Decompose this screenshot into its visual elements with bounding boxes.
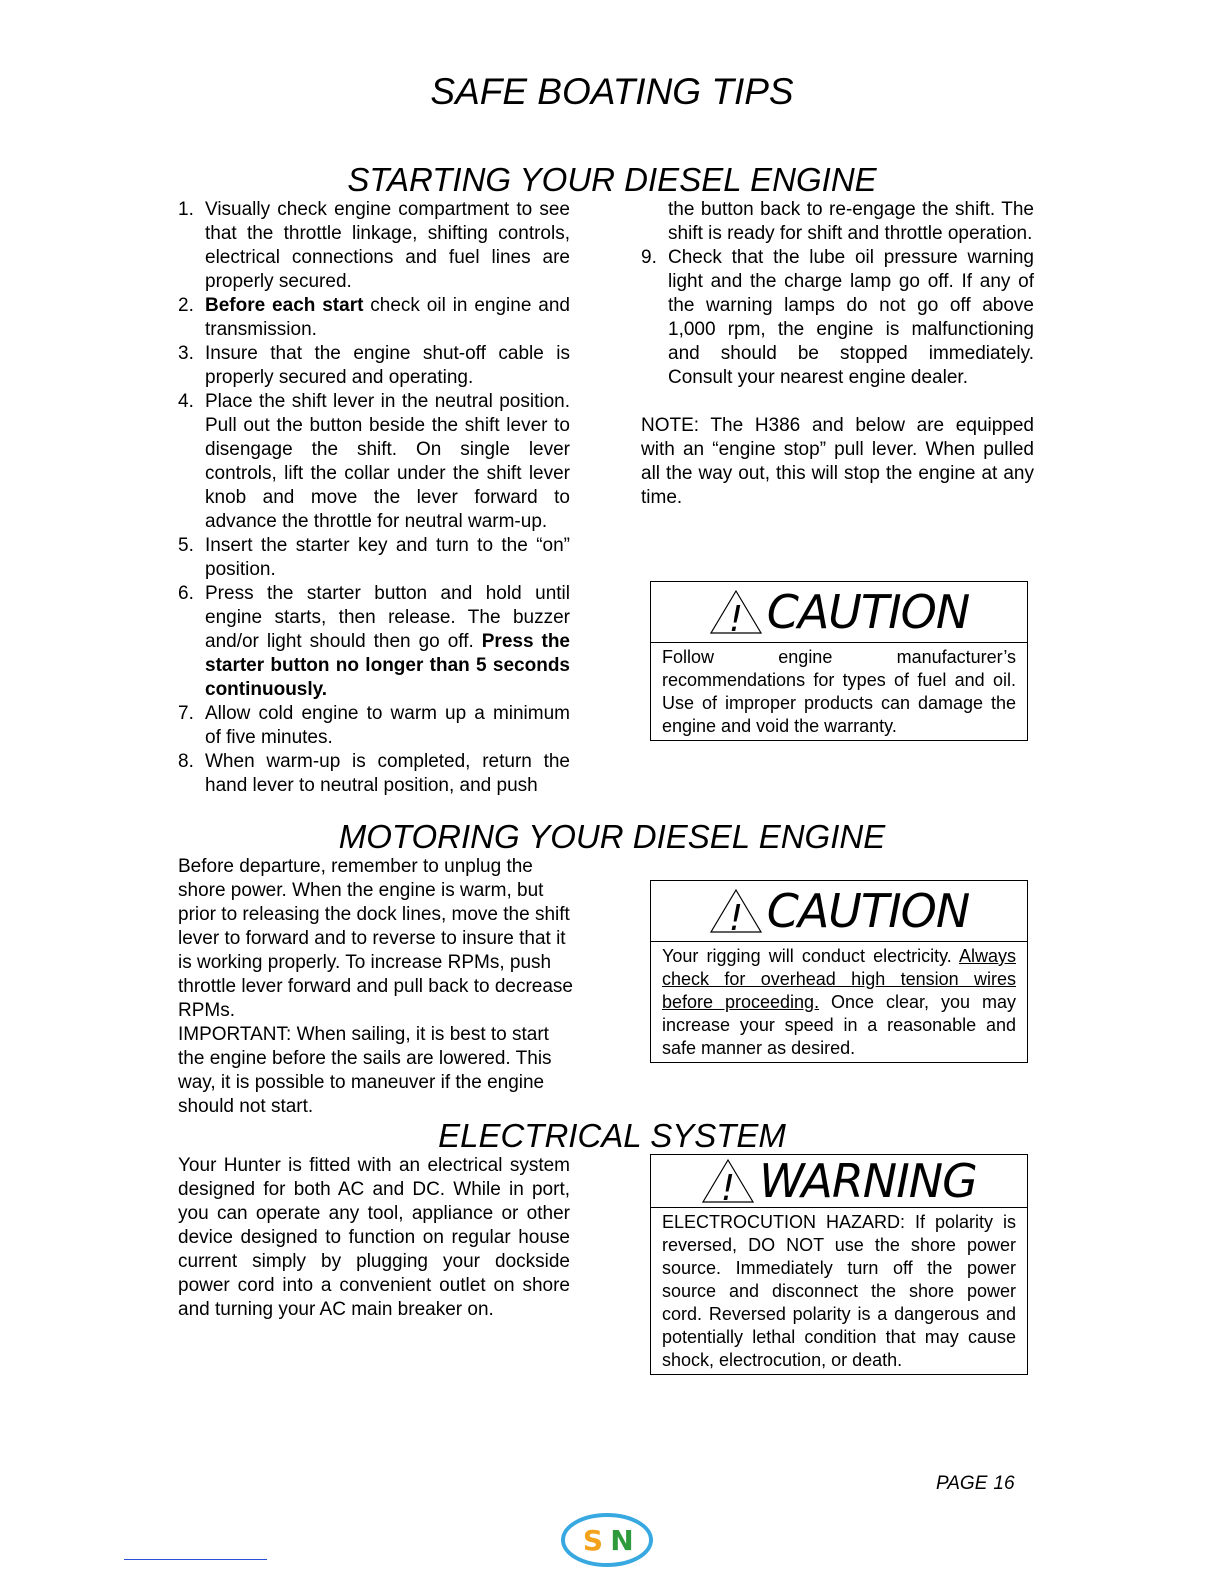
caution-box-rigging <box>650 880 1028 1063</box>
warning-box-electrocution <box>650 1154 1028 1375</box>
starting-steps-right <box>641 198 1034 510</box>
warning-label: WARNING <box>759 1154 977 1208</box>
list-item: 7. Allow cold engine to warm up a minimum of five minutes. <box>178 703 570 748</box>
motoring-text <box>178 855 578 1119</box>
warning-header <box>651 1155 1027 1208</box>
logo-letter-s: S <box>582 1524 604 1557</box>
list-item: 1. Visually check engine compartment to see that the throttle linkage, shifting controls, electrical connections and fuel lines are properly secured. <box>178 199 570 292</box>
svg-text:!: ! <box>728 599 743 635</box>
exclamation-triangle-icon <box>709 888 763 934</box>
list-item: 4. Place the shift lever in the neutral position. Pull out the button beside the shift lever to disengage the shift. On single lever controls, lift the collar under the shift lever knob and move the lever forward to advance the throttle for neutral warm-up. <box>178 391 570 532</box>
page-number: PAGE 16 <box>936 1473 1015 1494</box>
caution-text: Your rigging will conduct electricity. Always check for overhead high tension wires before proceeding. Once clear, you may increase your speed in a reasonable and safe manner as desired. <box>662 946 1017 1058</box>
caution-header <box>651 582 1027 643</box>
list-item: 6. Press the starter button and hold until engine starts, then release. The buzzer and/or light should then go off. Press the starter button no longer than 5 seconds continuously. <box>178 583 570 700</box>
svg-text:!: ! <box>720 1168 736 1204</box>
caution-header <box>651 881 1027 942</box>
electrical-text: Your Hunter is fitted with an electrical system designed for both AC and DC. While in port, you can operate any tool, appliance or other device designed to function on regular house current simply by plugging your dockside power cord into a convenient outlet on shore and turning your AC main breaker on. <box>178 1155 570 1320</box>
list-item: 2. Before each start check oil in engine and transmission. <box>178 295 570 340</box>
logo-letter-n: N <box>610 1524 634 1557</box>
section-title-starting: STARTING YOUR DIESEL ENGINE <box>347 161 877 198</box>
caution-label: CAUTION <box>766 585 970 639</box>
page-title: SAFE BOATING TIPS <box>430 71 794 112</box>
section-title-motoring: MOTORING YOUR DIESEL ENGINE <box>338 818 886 855</box>
sn-logo <box>560 1512 654 1568</box>
list-item: 9. Check that the lube oil pressure warning light and the charge lamp go off. If any of the warning lamps do not go off above 1,000 rpm, the engine is malfunctioning and should be stopped immediately. Consult your nearest engine dealer. <box>641 247 1034 388</box>
logo-ring <box>563 1515 651 1565</box>
caution-box-fuel <box>650 581 1028 741</box>
warning-text: ELECTROCUTION HAZARD: If polarity is reversed, DO NOT use the shore power source. Immediately turn off the power source and disconnect the shore power cord. Reversed polarity is a dangerous and potentially lethal condition that may cause shock, electrocution, or death. <box>662 1212 1016 1370</box>
engine-stop-note: NOTE: The H386 and below are equipped with an “engine stop” pull lever. When pulled all the way out, this will stop the engine at any time. <box>641 415 1034 508</box>
list-item-continued: the button back to re-engage the shift. The shift is ready for shift and throttle operation. <box>668 199 1034 244</box>
list-item: 3. Insure that the engine shut-off cable is properly secured and operating. <box>178 343 570 388</box>
exclamation-triangle-icon <box>709 589 763 635</box>
svg-text:!: ! <box>728 898 743 934</box>
motoring-paragraph: Before departure, remember to unplug the shore power. When the engine is warm, but prior to releasing the dock lines, move the shift lever to forward and to reverse to insure that it is working properly. To increase RPMs, push throttle lever forward and pull back to decrease RPMs. <box>178 856 573 1021</box>
caution-label: CAUTION <box>766 884 970 938</box>
starting-steps-left <box>178 198 570 798</box>
list-item: 8. When warm-up is completed, return the hand lever to neutral position, and push <box>178 751 570 796</box>
caution-text: Follow engine manufacturer’s recommendations for types of fuel and oil. Use of improper products can damage the engine and void the warranty. <box>662 647 1016 736</box>
footer-link-line <box>124 1559 267 1560</box>
motoring-important: IMPORTANT: When sailing, it is best to start the engine before the sails are lowered. This way, it is possible to maneuver if the engine should not start. <box>178 1024 552 1117</box>
exclamation-triangle-icon <box>701 1158 755 1204</box>
list-item: 5. Insert the starter key and turn to the “on” position. <box>178 535 570 580</box>
section-title-electrical: ELECTRICAL SYSTEM <box>438 1117 786 1154</box>
